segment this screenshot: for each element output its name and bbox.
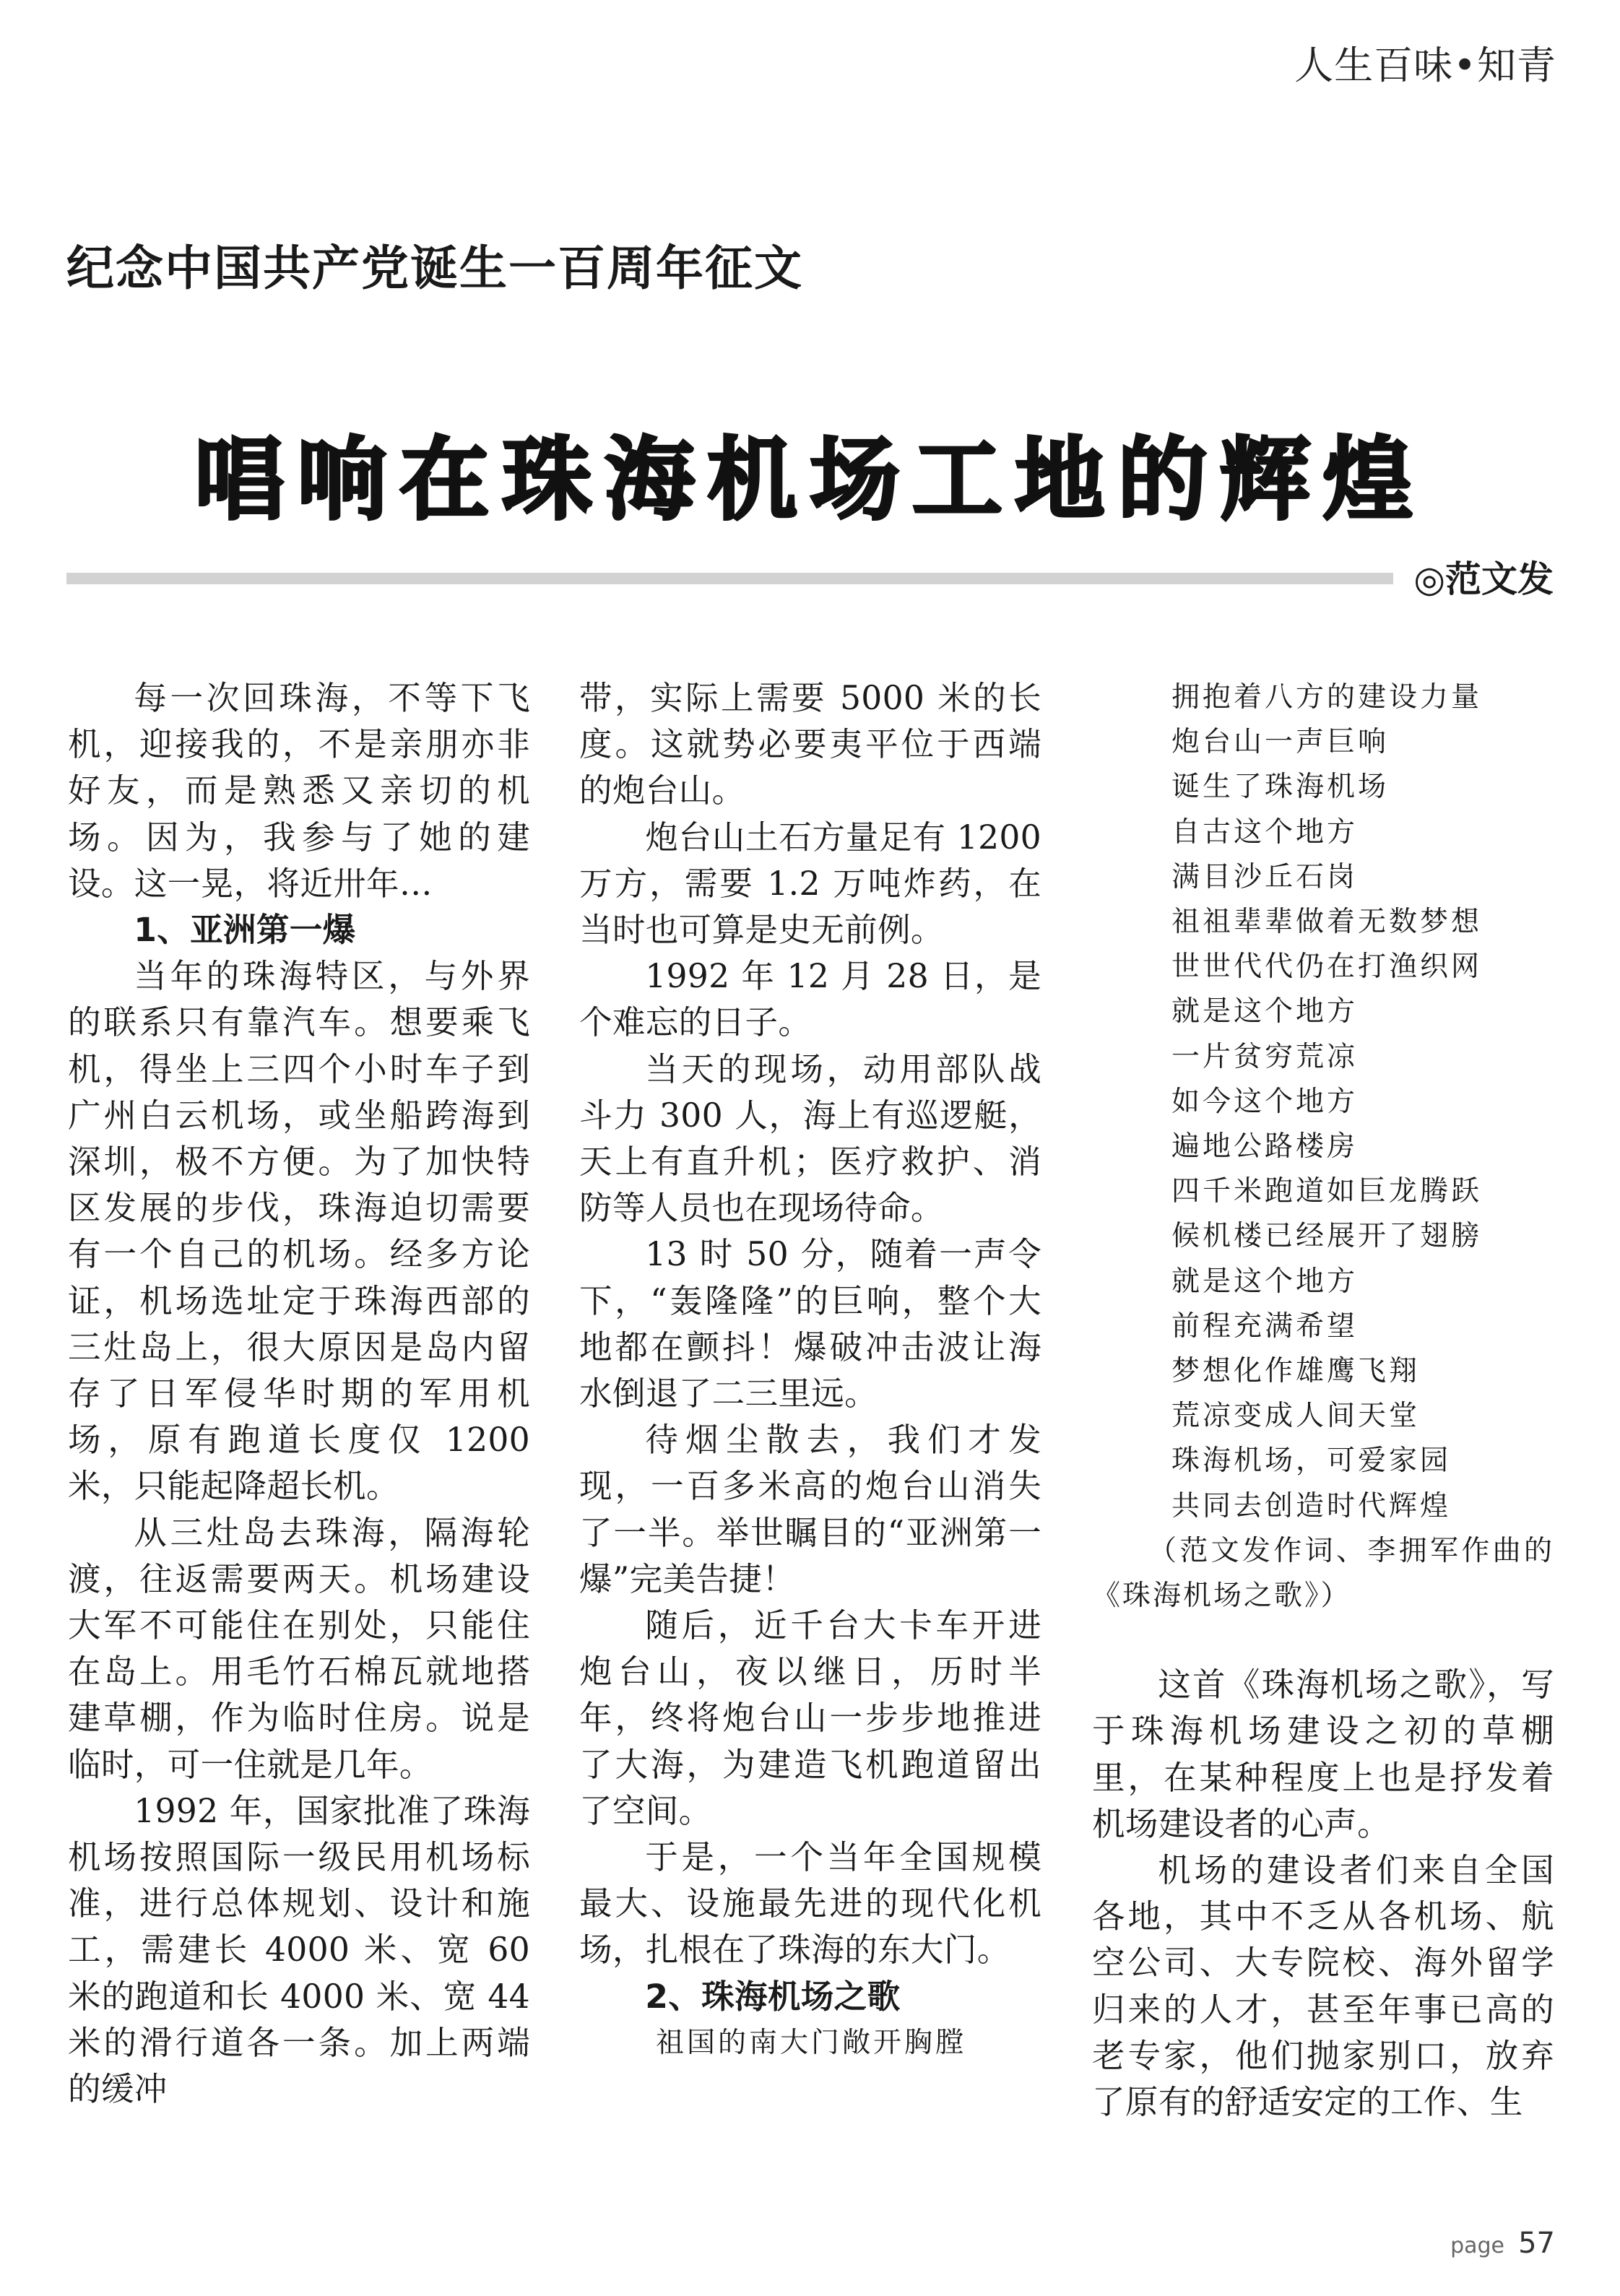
paragraph: 炮台山土石方量足有 1200 万方，需要 1.2 万吨炸药，在当时也可算是史无前例。 — [579, 818, 1041, 950]
poem — [1171, 675, 1554, 1529]
spacer — [1092, 1619, 1554, 1662]
paragraph: 于是，一个当年全国规模最大、设施最先进的现代化机场，扎根在了珠海的东大门。 — [579, 1838, 1041, 1970]
poem-line: 如今这个地方 — [1171, 1085, 1359, 1118]
poem-line: 诞生了珠海机场 — [1171, 771, 1390, 804]
poem-line: 共同去创造时代辉煌 — [1171, 1489, 1452, 1522]
author-byline: ◎范文发 — [1413, 558, 1554, 600]
paragraph: 带，实际上需要 5000 米的长度。这就势必要夷平位于西端的炮台山。 — [579, 679, 1041, 810]
paragraph: 1992 年 12 月 28 日，是个难忘的日子。 — [579, 957, 1041, 1042]
section-heading-1: 1、亚洲第一爆 — [134, 911, 356, 950]
poem-line: 候机楼已经展开了翅膀 — [1171, 1220, 1483, 1253]
poem-line: 自古这个地方 — [1171, 815, 1359, 849]
paragraph: 待烟尘散去，我们才发现，一百多米高的炮台山消失了一半。举世瞩目的“亚洲第一爆”完美告捷！ — [579, 1421, 1041, 1598]
poem-line: 前程充满希望 — [1171, 1309, 1359, 1343]
column-1 — [68, 675, 530, 2113]
section-label: 人生百味•知青 — [1294, 43, 1556, 88]
paragraph: 从三灶岛去珠海，隔海轮渡，往返需要两天。机场建设大军不可能住在别处，只能住在岛上。用毛竹石棉瓦就地搭建草棚，作为临时住房。说是临时，可一住就是几年。 — [68, 1513, 530, 1784]
poem-line: 四千米跑道如巨龙腾跃 — [1171, 1175, 1483, 1208]
poem-line: 世世代代仍在打渔织网 — [1171, 950, 1483, 984]
paragraph: 机场的建设者们来自全国各地，其中不乏从各机场、航空公司、大专院校、海外留学归来的人才，甚至年事已高的老专家，他们抛家别口，放弃了原有的舒适安定的工作、生 — [1092, 1851, 1554, 2122]
page-number: 57 — [1518, 2227, 1555, 2260]
paragraph: 这首《珠海机场之歌》，写于珠海机场建设之初的草棚里，在某种程度上也是抒发着机场建设者的心声。 — [1092, 1665, 1554, 1843]
poem-line: 梦想化作雄鹰飞翔 — [1171, 1355, 1421, 1388]
paragraph: 当天的现场，动用部队战斗力 300 人，海上有巡逻艇，天上有直升机；医疗救护、消防等人员也在现场待命。 — [579, 1049, 1041, 1228]
poem-line: 拥抱着八方的建设力量 — [1171, 681, 1483, 714]
poem-line: 炮台山一声巨响 — [1171, 726, 1390, 759]
paragraph: 13 时 50 分，随着一声令下，“轰隆隆”的巨响，整个大地都在颤抖！爆破冲击波让海水倒退了二三里远。 — [579, 1235, 1041, 1413]
paragraph: 随后，近千台大卡车开进炮台山，夜以继日，历时半年，终将炮台山一步步地推进了大海，为建造飞机跑道留出了空间。 — [579, 1606, 1041, 1830]
poem-line: 一片贫穷荒凉 — [1171, 1040, 1359, 1073]
page-footer — [1450, 2227, 1555, 2260]
poem-line: 遍地公路楼房 — [1171, 1130, 1359, 1164]
poem-line: 就是这个地方 — [1171, 995, 1359, 1028]
paragraph: 当年的珠海特区，与外界的联系只有靠汽车。想要乘飞机，得坐上三四个小时车子到广州白云机场，或坐船跨海到深圳，极不方便。为了加快特区发展的步伐，珠海迫切需要有一个自己的机场。经多方论证，机场选址定于珠海西部的三灶岛上，很大原因是岛内留存了日军侵华时期的军用机场，原有跑道长度仅 1200 米，只能起降超长机。 — [68, 957, 530, 1506]
column-3 — [1092, 675, 1554, 2126]
column-2 — [579, 675, 1041, 2066]
article-title: 唱响在珠海机场工地的辉煌 — [194, 428, 1426, 532]
poem-line: 荒凉变成人间天堂 — [1171, 1400, 1421, 1433]
poem-line: 祖祖辈辈做着无数梦想 — [1171, 906, 1483, 939]
series-title: 纪念中国共产党诞生一百周年征文 — [66, 241, 803, 296]
poem-line: 珠海机场，可爱家园 — [1171, 1444, 1452, 1478]
title-divider — [66, 573, 1393, 584]
section-heading-2: 2、珠海机场之歌 — [645, 1977, 901, 2016]
paragraph: 每一次回珠海，不等下飞机，迎接我的，不是亲朋亦非好友，而是熟悉又亲切的机场。因为，我参与了她的建设。这一晃，将近卅年… — [68, 679, 530, 903]
page-label: page — [1450, 2233, 1504, 2258]
poem-line: 祖国的南大门敞开胸膛 — [656, 2026, 967, 2059]
paragraph: 1992 年，国家批准了珠海机场按照国际一级民用机场标准，进行总体规划、设计和施工，需建长 4000 米、宽 60 米的跑道和长 4000 米、宽 44 米的滑行道各一条。加上两端的缓冲 — [68, 1791, 530, 2109]
poem-credit: （范文发作词、李拥军作曲的《珠海机场之歌》） — [1092, 1534, 1554, 1613]
poem-line: 满目沙丘石岗 — [1171, 860, 1359, 893]
poem-line: 就是这个地方 — [1171, 1265, 1359, 1298]
